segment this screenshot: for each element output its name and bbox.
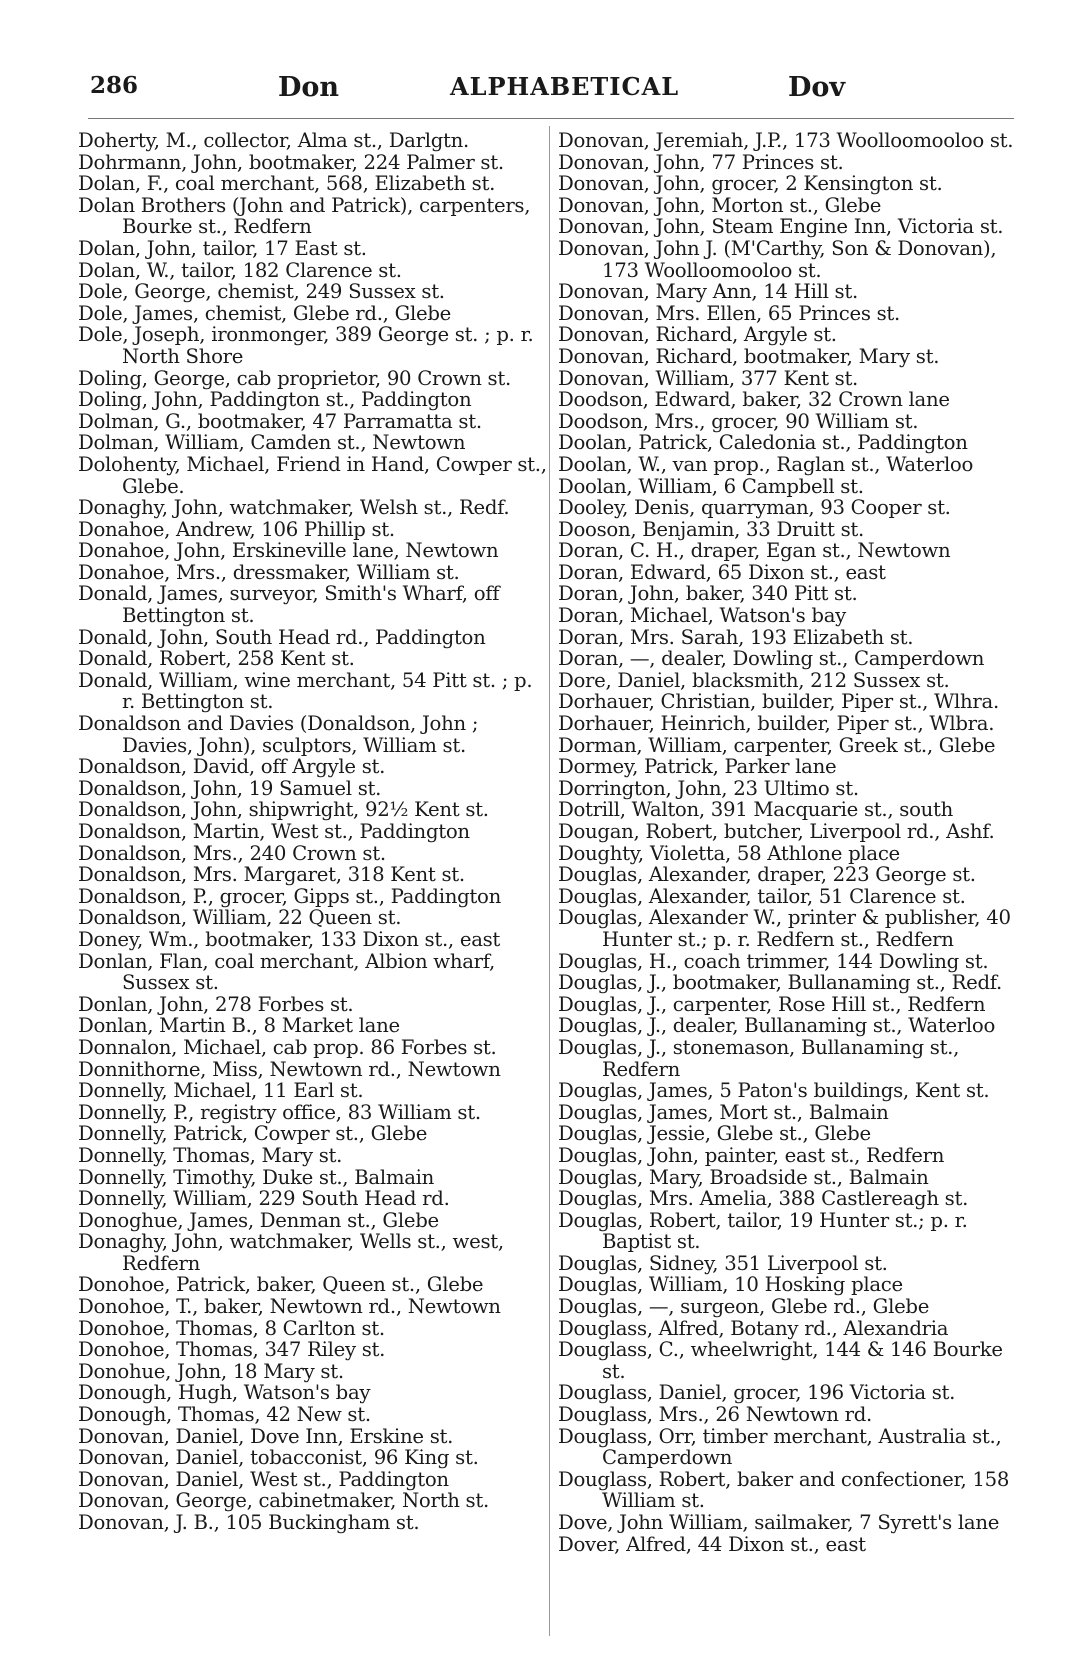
directory-entry: Douglass, C., wheelwright, 144 & 146 Bourke st. [558,1338,1003,1383]
directory-entry: Doolan, Patrick, Caledonia st., Paddington [558,431,968,455]
directory-entry: Donnithorne, Miss, Newtown rd., Newtown [78,1057,501,1081]
directory-entry: Donlan, Martin B., 8 Market lane [78,1014,400,1038]
directory-entry: Douglas, Jessie, Glebe st., Glebe [558,1122,871,1146]
directory-entry: Douglas, Sidney, 351 Liverpool st. [558,1251,888,1275]
directory-entry: Dorhauer, Heinrich, builder, Piper st., Wlbra. [558,712,995,736]
directory-entry: Douglas, Mrs. Amelia, 388 Castlereagh st. [558,1187,969,1211]
directory-entry: Donahoe, Mrs., dressmaker, William st. [78,560,460,584]
directory-entry: Dolman, William, Camden st., Newtown [78,431,466,455]
directory-entry: Donald, James, surveyor, Smith's Wharf, off Bettington st. [78,582,500,628]
directory-entry: Donovan, Daniel, Dove Inn, Erskine st. [78,1424,454,1448]
directory-entry: Donovan, Richard, bootmaker, Mary st. [558,344,940,368]
directory-entry: Donnelly, Timothy, Duke st., Balmain [78,1165,435,1189]
directory-entry: Dolan, W., tailor, 182 Clarence st. [78,258,402,282]
directory-entry: Douglas, J., bootmaker, Bullanaming st., Redf. [558,971,1002,995]
directory-entry: Donovan, Daniel, West st., Paddington [78,1467,449,1491]
directory-entry: Donnalon, Michael, cab prop. 86 Forbes st. [78,1035,497,1059]
page-header [90,72,1010,118]
directory-entry: Douglass, Mrs., 26 Newtown rd. [558,1403,872,1427]
directory-entry: Donald, John, South Head rd., Paddington [78,625,486,649]
directory-entry: Donohoe, Patrick, baker, Queen st., Glebe [78,1273,484,1297]
directory-entry: Donovan, Mrs. Ellen, 65 Princes st. [558,301,900,325]
directory-entry: Doran, —, dealer, Dowling st., Camperdown [558,647,985,671]
directory-entry: Douglas, William, 10 Hosking place [558,1273,903,1297]
directory-entry: Doran, C. H., draper, Egan st., Newtown [558,539,951,563]
left-column [78,130,548,1534]
directory-entry: Dorhauer, Christian, builder, Piper st., Wlhra. [558,690,999,714]
directory-entry: Donoghue, James, Denman st., Glebe [78,1208,439,1232]
directory-entry: Douglas, H., coach trimmer, 144 Dowling st. [558,949,989,973]
directory-entry: Doney, Wm., bootmaker, 133 Dixon st., east [78,927,501,951]
directory-entry: Douglass, Daniel, grocer, 196 Victoria st. [558,1381,956,1405]
directory-entry: Donald, Robert, 258 Kent st. [78,647,355,671]
directory-entry: Donaldson, Mrs. Margaret, 318 Kent st. [78,863,465,887]
directory-entry: Dolan Brothers (John and Patrick), carpenters, Bourke st., Redfern [78,193,531,239]
directory-entry: Donaldson, David, off Argyle st. [78,755,386,779]
directory-entry: Douglas, —, surgeon, Glebe rd., Glebe [558,1295,930,1319]
directory-entry: Douglas, J., carpenter, Rose Hill st., Redfern [558,992,986,1016]
directory-entry: Dole, George, chemist, 249 Sussex st. [78,280,445,304]
directory-entry: Doran, Edward, 65 Dixon st., east [558,560,886,584]
directory-entry: Donovan, J. B., 105 Buckingham st. [78,1511,420,1534]
directory-entry: Dorman, William, carpenter, Greek st., Glebe [558,733,996,757]
directory-entry: Doherty, M., collector, Alma st., Darlgtn. [78,129,469,152]
directory-entry: Dooson, Benjamin, 33 Druitt st. [558,517,864,541]
directory-entry: Donaldson, Martin, West st., Paddington [78,820,470,843]
directory-entry: Donovan, John, grocer, 2 Kensington st. [558,172,943,196]
directory-entry: Donough, Hugh, Watson's bay [78,1381,371,1405]
directory-entry: Donaldson and Davies (Donaldson, John ; Davies, John), sculptors, William st. [78,712,479,757]
directory-entry: Donohoe, T., baker, Newtown rd., Newtown [78,1295,501,1319]
directory-entry: Donovan, John J. (M'Carthy, Son & Donovan), 173 Woolloomooloo st. [558,236,997,282]
directory-entry: Dolan, John, tailor, 17 East st. [78,236,367,260]
directory-entry: Donovan, John, Morton st., Glebe [558,193,882,217]
directory-entry: Douglas, Mary, Broadside st., Balmain [558,1165,929,1189]
directory-entry: Dotrill, Walton, 391 Macquarie st., south [558,798,953,822]
header-rule [88,118,1014,119]
directory-entry: Douglas, J., dealer, Bullanaming st., Waterloo [558,1014,996,1038]
directory-entry: Donahoe, Andrew, 106 Phillip st. [78,517,395,541]
directory-entry: Douglas, Alexander, draper, 223 George st. [558,863,976,887]
directory-entry: Douglas, James, Mort st., Balmain [558,1100,889,1124]
left-guide-word: Don [278,72,340,103]
directory-entry: Doolan, W., van prop., Raglan st., Waterloo [558,452,974,476]
directory-entry: Doughty, Violetta, 58 Athlone place [558,841,900,865]
directory-entry: Donaldson, Mrs., 240 Crown st. [78,841,386,865]
directory-entry: Donovan, Jeremiah, J.P., 173 Woolloomooloo st. [558,129,1014,152]
directory-entry: Dormey, Patrick, Parker lane [558,755,837,779]
directory-entry: Donovan, John, 77 Princes st. [558,150,844,174]
directory-entry: Dover, Alfred, 44 Dixon st., east [558,1532,866,1556]
directory-entry: Dolman, G., bootmaker, 47 Parramatta st. [78,409,482,433]
directory-entry: Doodson, Mrs., grocer, 90 William st. [558,409,919,433]
directory-entry: Doling, John, Paddington st., Paddington [78,388,472,412]
directory-entry: Douglas, Robert, tailor, 19 Hunter st.; p. r. Baptist st. [558,1208,968,1254]
directory-entry: Donahoe, John, Erskineville lane, Newtown [78,539,499,563]
directory-entry: Douglas, James, 5 Paton's buildings, Kent st. [558,1079,990,1103]
directory-entry: Dorrington, John, 23 Ultimo st. [558,776,859,800]
directory-entry: Dougan, Robert, butcher, Liverpool rd., Ashf. [558,820,995,843]
directory-entry: Donohue, John, 18 Mary st. [78,1359,344,1383]
directory-entry: Donnelly, P., registry office, 83 William st. [78,1100,481,1124]
directory-entry: Donnelly, William, 229 South Head rd. [78,1187,450,1211]
directory-entry: Donlan, John, 278 Forbes st. [78,992,354,1016]
directory-entry: Doling, George, cab proprietor, 90 Crown st. [78,366,511,390]
directory-entry: Doran, Mrs. Sarah, 193 Elizabeth st. [558,625,914,649]
directory-entry: Donaghy, John, watchmaker, Wells st., west, Redfern [78,1230,504,1275]
directory-entry: Dole, Joseph, ironmonger, 389 George st. ; p. r. North Shore [78,323,534,368]
directory-entry: Douglas, J., stonemason, Bullanaming st., Redfern [558,1035,960,1081]
directory-entry: Donovan, George, cabinetmaker, North st. [78,1489,489,1513]
right-column [558,130,1028,1555]
directory-entry: Doolan, William, 6 Campbell st. [558,474,864,498]
column-divider [549,126,550,1636]
directory-entry: Donald, William, wine merchant, 54 Pitt st. ; p. r. Bettington st. [78,668,533,714]
directory-entry: Doodson, Edward, baker, 32 Crown lane [558,388,950,412]
directory-entry: Donlan, Flan, coal merchant, Albion wharf, Sussex st. [78,949,496,995]
directory-entry: Donovan, Mary Ann, 14 Hill st. [558,280,858,304]
directory-entry: Donovan, Daniel, tobacconist, 96 King st. [78,1446,479,1470]
directory-entry: Donnelly, Patrick, Cowper st., Glebe [78,1122,428,1146]
directory-entry: Dove, John William, sailmaker, 7 Syrett's lane [558,1511,1000,1534]
directory-entry: Donnelly, Thomas, Mary st. [78,1143,343,1167]
directory-entry: Douglas, Alexander W., printer & publisher, 40 Hunter st.; p. r. Redfern st., Redfern [558,906,1011,951]
right-guide-word: Dov [788,72,846,103]
directory-entry: Dohrmann, John, bootmaker, 224 Palmer st. [78,150,504,174]
directory-entry: Dooley, Denis, quarryman, 93 Cooper st. [558,496,951,520]
directory-entry: Donaldson, John, shipwright, 92½ Kent st. [78,798,489,822]
directory-entry: Doran, Michael, Watson's bay [558,604,846,628]
directory-entry: Dolohenty, Michael, Friend in Hand, Cowper st., Glebe. [78,452,547,498]
directory-entry: Donovan, John, Steam Engine Inn, Victoria st. [558,215,1004,239]
directory-entry: Donovan, Richard, Argyle st. [558,323,837,347]
directory-entry: Donaldson, John, 19 Samuel st. [78,776,382,800]
directory-entry: Donaghy, John, watchmaker, Welsh st., Redf. [78,496,510,520]
directory-entry: Donaldson, P., grocer, Gipps st., Paddington [78,884,501,908]
directory-entry: Dolan, F., coal merchant, 568, Elizabeth st. [78,172,496,196]
directory-entry: Douglass, Orr, timber merchant, Australia st., Camperdown [558,1424,1002,1470]
directory-entry: Donohoe, Thomas, 8 Carlton st. [78,1316,385,1340]
directory-entry: Donohoe, Thomas, 347 Riley st. [78,1338,386,1362]
directory-entry: Douglas, Alexander, tailor, 51 Clarence st. [558,884,966,908]
directory-entry: Dore, Daniel, blacksmith, 212 Sussex st. [558,668,950,692]
directory-entry: Douglas, John, painter, east st., Redfern [558,1143,945,1167]
directory-entry: Douglass, Robert, baker and confectioner, 158 William st. [558,1467,1010,1513]
directory-entry: Donaldson, William, 22 Queen st. [78,906,402,930]
directory-entry: Dole, James, chemist, Glebe rd., Glebe [78,301,452,325]
directory-entry: Donovan, William, 377 Kent st. [558,366,859,390]
directory-entry: Douglass, Alfred, Botany rd., Alexandria [558,1316,949,1340]
page-number: 286 [90,72,139,99]
directory-entry: Donnelly, Michael, 11 Earl st. [78,1079,364,1103]
directory-entry: Donough, Thomas, 42 New st. [78,1403,371,1427]
page-title: ALPHABETICAL [450,72,680,101]
directory-entry: Doran, John, baker, 340 Pitt st. [558,582,858,606]
